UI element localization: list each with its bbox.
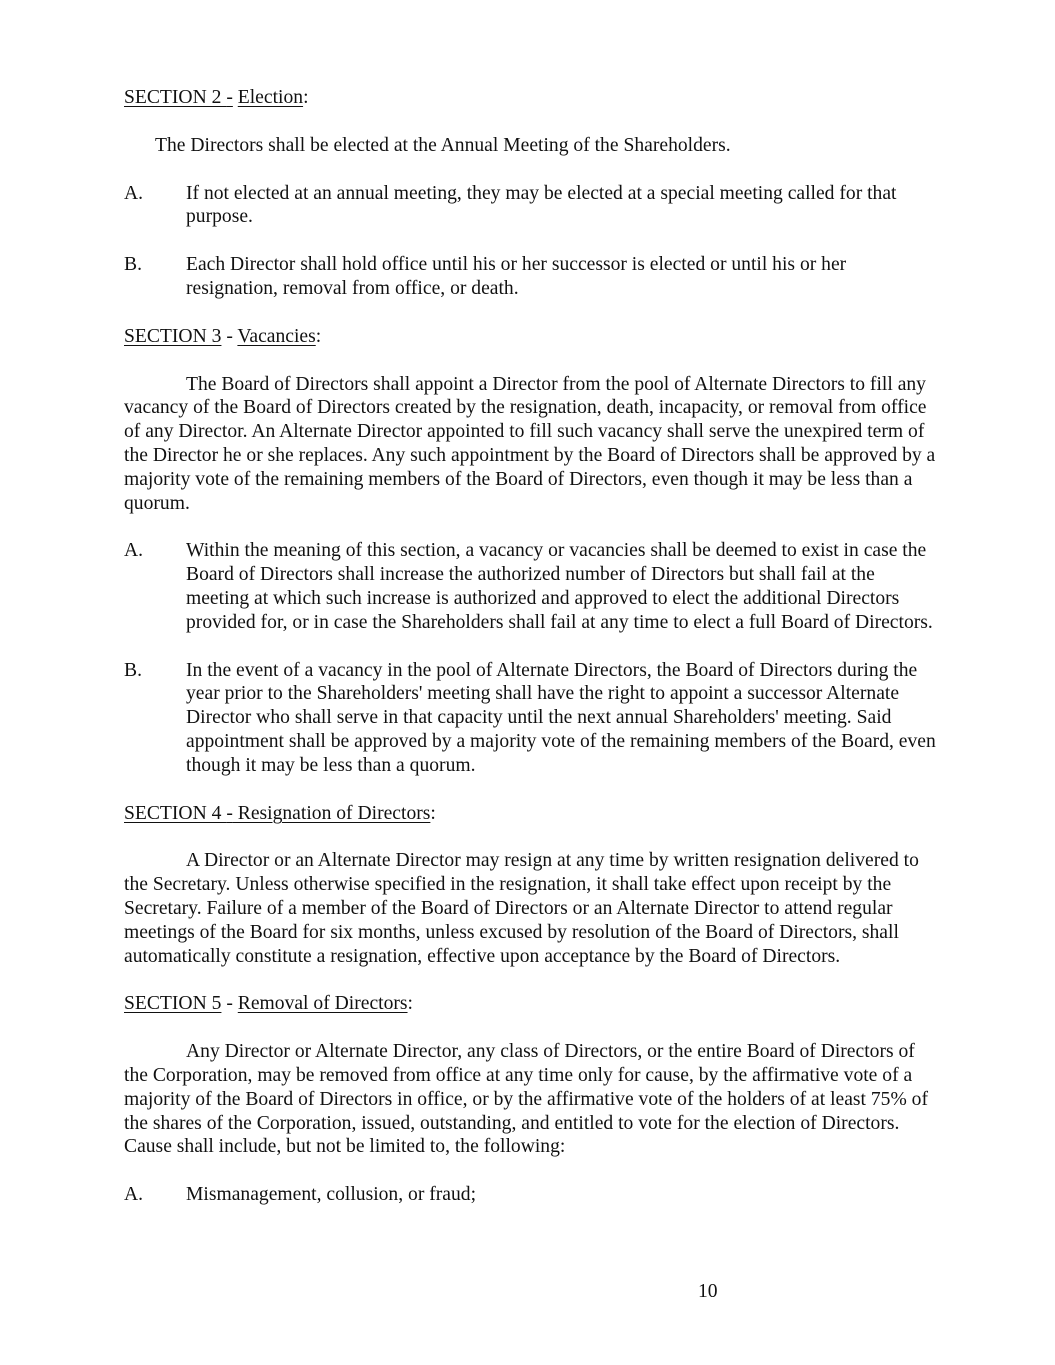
section-3-item-b xyxy=(124,659,936,778)
list-item-text: If not elected at an annual meeting, they may be elected at a special meeting called for that purpose. xyxy=(186,182,897,228)
section-3-heading xyxy=(124,325,936,349)
list-item-text: Each Director shall hold office until his or her successor is elected or until his or her resignation, removal from office, or death. xyxy=(186,254,847,299)
list-marker: A. xyxy=(124,540,144,562)
section-4-number: SECTION 4 xyxy=(124,802,227,824)
list-marker: A. xyxy=(124,182,144,204)
section-3-separator: - xyxy=(221,325,238,347)
section-3-title: Vacancies xyxy=(237,325,316,347)
section-4-body: A Director or an Alternate Director may resign at any time by written resignation delivered to the Secretary. Unless otherwise specified in the resignation, it shall take effect upon receipt by the Secretary. Failure of a member of the Board of Directors or an Alternate Director to attend regular meetings of the Board for six months, unless excused by resolution of the Board of Directors, shall automatically constitute a resignation, effective upon acceptance by the Board of Directors. xyxy=(124,850,919,967)
section-5-item-a xyxy=(124,1183,936,1207)
document-page xyxy=(124,86,936,1231)
list-marker: B. xyxy=(124,659,142,681)
section-3-body: The Board of Directors shall appoint a Director from the pool of Alternate Directors to fill any vacancy of the Board of Directors created by the resignation, death, incapacity, or removal from office of any Director. An Alternate Director appointed to fill such vacancy shall serve the unexpired term of the Director he or she replaces. Any such appointment by the Board of Directors shall be approved by a majority vote of the remaining members of the Board of Directors, even though it may be less than a quorum. xyxy=(124,373,936,514)
page-number: 10 xyxy=(698,1281,718,1302)
section-4-colon: : xyxy=(430,802,436,824)
section-3-number: SECTION 3 xyxy=(124,325,222,347)
section-3-item-a xyxy=(124,539,936,634)
section-2-item-a xyxy=(124,182,936,230)
section-5-body: Any Director or Alternate Director, any class of Directors, or the entire Board of Directors of the Corporation, may be removed from office at any time only for cause, by the affirmative vote of a majority of the Board of Directors in office, or by the affirmative vote of the holders of at least 75% of the shares of the Corporation, issued, outstanding, and entitled to vote for the election of Directors. Cause shall include, but not be limited to, the following: xyxy=(124,1041,929,1158)
list-item-text: Within the meaning of this section, a vacancy or vacancies shall be deemed to exist in case the Board of Directors shall increase the authorized number of Directors but shall fail at the meeting at which such increase is authorized and approved to elect the additional Directors provided for, or in case the Shareholders shall fail at any time to elect a full Board of Directors. xyxy=(186,540,933,633)
section-5-title: Removal of Directors xyxy=(237,993,408,1015)
section-5-number: SECTION 5 xyxy=(124,993,222,1015)
section-2-number: SECTION 2 xyxy=(124,87,227,108)
section-2-intro: The Directors shall be elected at the Annual Meeting of the Shareholders. xyxy=(155,134,731,156)
section-2-title: Election xyxy=(237,87,304,108)
section-2-item-b xyxy=(124,253,936,301)
section-3-colon: : xyxy=(315,325,322,347)
section-2-heading xyxy=(124,86,936,110)
section-4-title: Resignation of Directors xyxy=(232,802,431,824)
section-5-colon: : xyxy=(407,993,413,1015)
section-5-heading xyxy=(124,992,936,1016)
list-item-text: Mismanagement, collusion, or fraud; xyxy=(186,1184,477,1206)
section-4-separator: - xyxy=(226,802,233,824)
list-marker: B. xyxy=(124,254,142,276)
section-2-separator: - xyxy=(226,87,233,108)
section-2-colon: : xyxy=(303,87,309,108)
section-5-separator: - xyxy=(221,993,238,1015)
list-marker: A. xyxy=(124,1184,144,1206)
section-4-heading xyxy=(124,802,936,826)
list-item-text: In the event of a vacancy in the pool of Alternate Directors, the Board of Directors during the year prior to the Shareholders' meeting shall have the right to appoint a successor Alternate Director who shall serve in that capacity until the next annual Shareholders' meeting. Said appointment shall be approved by a majority vote of the remaining members of the Board, even though it may be less than a quorum. xyxy=(186,659,936,776)
